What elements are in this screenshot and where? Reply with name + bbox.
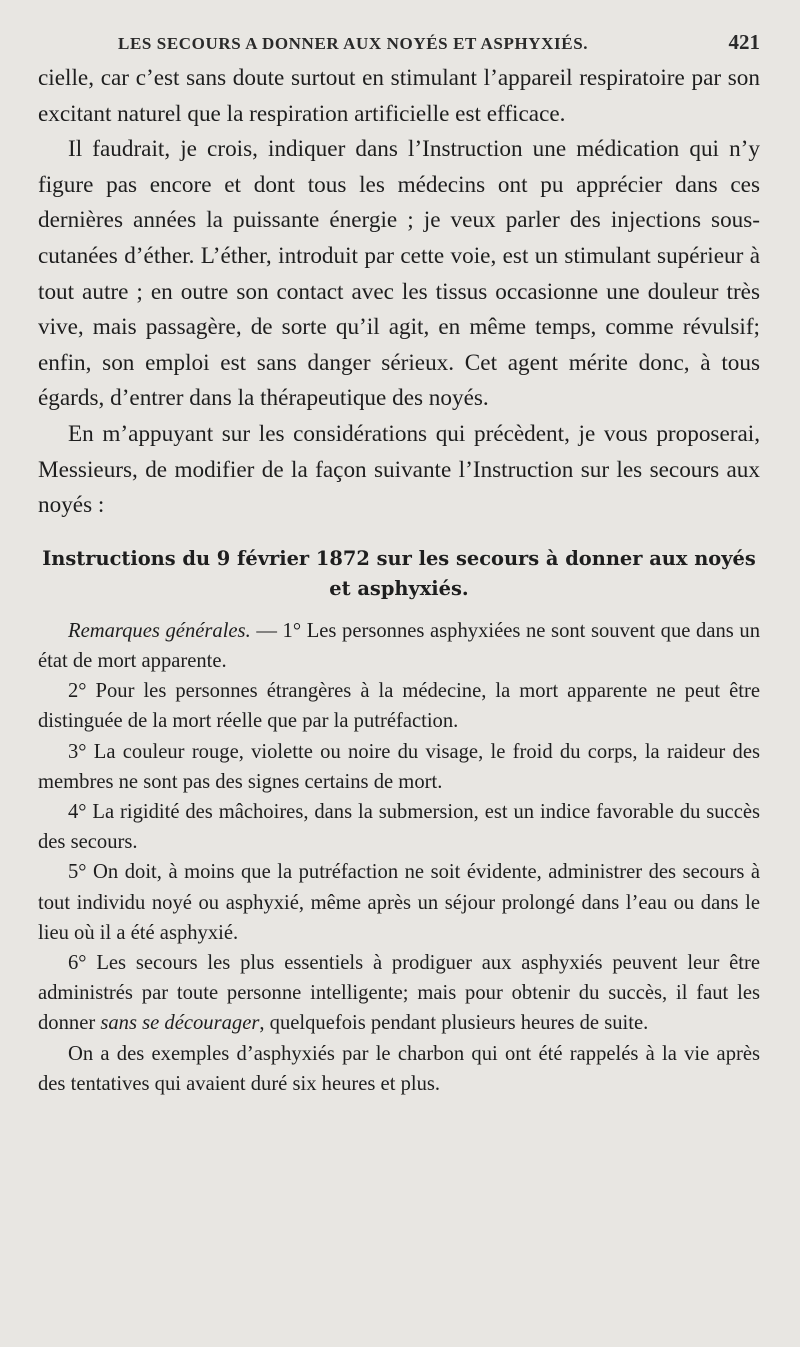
remarks-heading: Remarques générales.: [68, 619, 251, 642]
remarks-item-1: [38, 616, 760, 676]
remarks-item-5: 5° On doit, à moins que la putréfaction ne soit évidente, administrer des secours à tout individu noyé ou asphyxié, même après un séjour prolongé dans l’eau ou dans le lieu où il a été asphyxié.: [38, 861, 760, 944]
running-head-title: LES SECOURS A DONNER AUX NOYÉS ET ASPHYXIÉS.: [118, 34, 589, 53]
paragraph-proposal: En m’appuyant sur les considérations qui précèdent, je vous proposerai, Messieurs, de modifier de la façon suivante l’Instruction sur les secours aux noyés :: [38, 420, 760, 519]
remarks-first-text: — 1° Les personnes asphyxiées ne sont souvent que dans un état de mort apparente.: [38, 619, 760, 672]
paragraph-ether: Il faudrait, je crois, indiquer dans l’Instruction une médication qui n’y figure pas encore et dont tous les médecins ont pu apprécier dans ces dernières années la puissante énergie ; je veux parler des injections sous-cutanées d’éther. L’éther, introduit par cette voie, est un stimulant supérieur à tout autre ; en outre son contact avec les tissus occasionne une douleur très vive, mais passagère, de sorte qu’il agit, en même temps, comme révulsif; enfin, son emploi est sans danger sérieux. Cet agent mérite donc, à tous égards, d’entrer dans la thérapeutique des noyés.: [38, 136, 760, 412]
remarks-item-6: 6° Les secours les plus essentiels à prodiguer aux asphyxiés peuvent leur être administrés par toute personne intelligente; mais pour obtenir du succès, il faut les donner sans se décourager, quelquefois pendant plusieurs heures de suite.: [38, 951, 760, 1035]
section-title: Instructions du 9 février 1872 sur les secours à donner aux noyés et asphyxiés.: [42, 546, 756, 600]
remarks-item-4: 4° La rigidité des mâchoires, dans la submersion, est un indice favorable du succès des secours.: [38, 800, 760, 854]
intro-text: [38, 61, 760, 524]
page-number: 421: [728, 30, 760, 54]
paragraph-continuation: cielle, car c’est sans doute surtout en stimulant l’appareil respiratoire par son excitant naturel que la respiration artificielle est efficace.: [38, 65, 760, 127]
instructions-text: [38, 616, 760, 1099]
italic-emphasis: sans se décourager: [100, 1012, 260, 1035]
remarks-final-paragraph: On a des exemples d’asphyxiés par le charbon qui ont été rappelés à la vie après des tentatives qui avaient duré six heures et plus.: [38, 1042, 760, 1095]
running-head: [118, 30, 760, 55]
remarks-item-3: 3° La couleur rouge, violette ou noire du visage, le froid du corps, la raideur des membres ne sont pas des signes certains de mort.: [38, 740, 760, 793]
remarks-item-2: 2° Pour les personnes étrangères à la médecine, la mort apparente ne peut être distinguée de la mort réelle que par la putréfaction.: [38, 680, 760, 733]
